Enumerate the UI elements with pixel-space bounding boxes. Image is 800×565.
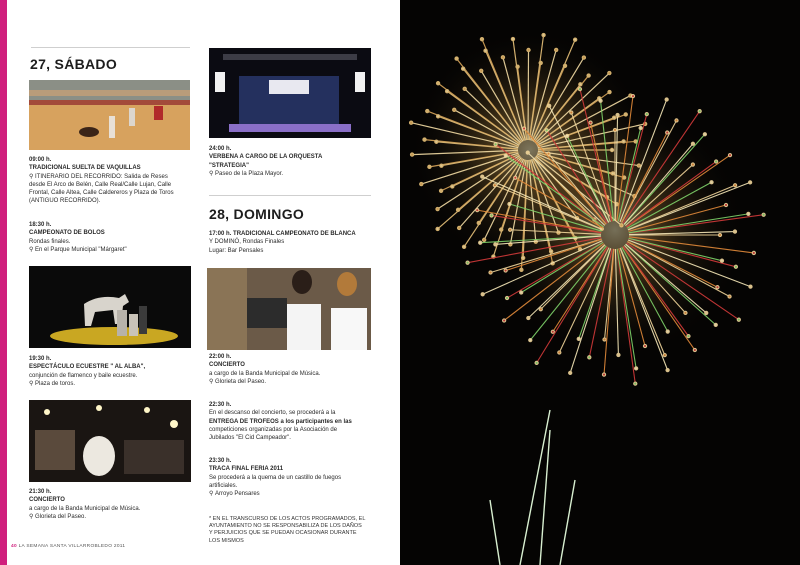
page-number: 40 xyxy=(11,544,17,549)
equestrian-show-photo xyxy=(29,266,191,348)
band-musicians-photo xyxy=(207,268,371,350)
location-pin-icon: ⚲ xyxy=(29,380,34,387)
event-0900: 09:00 h. TRADICIONAL SUELTA DE VAQUILLAS ⚲ ITINERARIO DEL RECORRIDO: Salida de Reses desde El Arco de Belén, Calle Real/Calle Lujan, Calle Frontal, Calle Altea, Calle Caldereros y Plaza de Toros (ANTIGUO RECORRIDO). xyxy=(29,157,174,205)
event-2130: 21:30 h. CONCIERTO a cargo de la Banda Municipal de Música. ⚲ Glorieta del Paseo. xyxy=(29,489,141,520)
day-heading-27: 27, SÁBADO xyxy=(30,56,118,72)
event-1830: 18:30 h. CAMPEONATO DE BOLOS Rondas finales. ⚲ En el Parque Municipal "Márgaret" xyxy=(29,222,127,253)
bull-run-photo xyxy=(29,80,190,150)
event-2330: 23:30 h. TRACA FINAL FERIA 2011 Se procederá a la quema de un castillo de fuegos artificiales. ⚲ Arroyo Pensares xyxy=(209,458,342,498)
event-2200: 22:00 h. CONCIERTO a cargo de la Banda Municipal de Música. ⚲ Glorieta del Paseo. xyxy=(209,354,321,385)
location-pin-icon: ⚲ xyxy=(209,170,214,177)
location-pin-icon: ⚲ xyxy=(209,491,214,498)
left-page xyxy=(7,0,400,565)
location-pin-icon: ⚲ xyxy=(29,513,34,520)
fireworks-image xyxy=(400,0,800,565)
location-pin-icon: ⚲ xyxy=(29,173,34,180)
disclaimer-note: * EN EL TRANSCURSO DE LOS ACTOS PROGRAMADOS, EL AYUNTAMIENTO NO SE RESPONSABILIZA DE LOS DAÑOS Y PERJUICIOS QUE SE PUEDAN OCASIONAR DURANTE LOS MISMOS xyxy=(209,516,366,544)
event-1700: 17:00 h. TRADICIONAL CAMPEONATO DE BLANCA Y DOMINÓ, Rondas Finales Lugar: Bar Pensales xyxy=(209,231,356,254)
divider xyxy=(209,195,371,196)
footer-text: LA SEMANA SANTA VILLARROBLEDO 2011 xyxy=(18,544,126,549)
event-1930: 19:30 h. ESPECTÁCULO ECUESTRE " AL ALBA", conjunción de flamenco y baile ecuestre. ⚲ Plaza de toros. xyxy=(29,356,146,387)
band-concert-photo xyxy=(29,400,191,482)
location-pin-icon: ⚲ xyxy=(209,378,214,385)
fireworks-photo xyxy=(400,0,800,565)
stage-orchestra-photo xyxy=(209,48,371,138)
event-2230: 22:30 h. En el descanso del concierto, se procederá a la ENTREGA DE TROFEOS a los participantes en las competiciones organizadas por la Asociación de Jubilados "El Cid Campeador". xyxy=(209,402,352,442)
location-pin-icon: ⚲ xyxy=(29,246,34,253)
page-footer xyxy=(11,544,125,549)
divider xyxy=(31,47,190,48)
event-2400: 24:00 h. VERBENA A CARGO DE LA ORQUESTA "STRATEGIA" ⚲ Paseo de la Plaza Mayor. xyxy=(209,146,323,177)
accent-edge xyxy=(0,0,7,565)
day-heading-28: 28, DOMINGO xyxy=(209,206,305,222)
